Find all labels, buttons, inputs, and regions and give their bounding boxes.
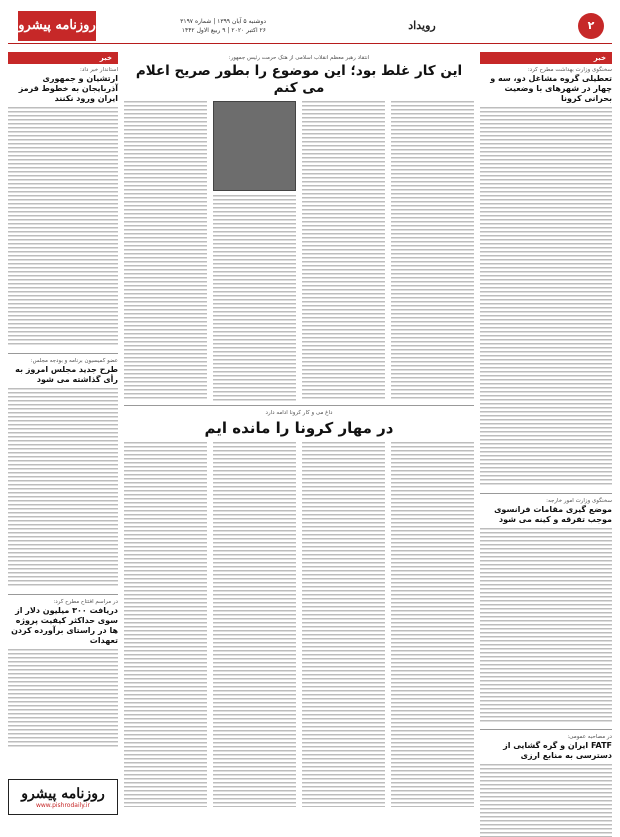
story-headline: موضع گیری مقامات فرانسوی موجب تفرقه و کینه می شود: [494, 505, 612, 524]
story-headline: ارتشیان و جمهوری آذربایجان به خطوط قرمز ایران ورود نکنند: [18, 74, 118, 103]
lead-photo: [213, 101, 296, 191]
divider: [480, 493, 612, 494]
story-headline: طرح جدید مجلس امروز به رأی گذاشته می شود: [15, 365, 118, 384]
masthead: [8, 8, 612, 44]
story-headline: FATF ایران و گره گشایی از دسترسی به منابع ارزی: [503, 741, 612, 760]
story-coronavirus-closures: [480, 67, 612, 487]
story-kicker: استاندار خبر داد:: [80, 67, 118, 73]
story-parliament-plan: [8, 358, 118, 588]
story-kicker: در مراسم افتتاح مطرح کرد:: [53, 599, 118, 605]
lead-body-column: [302, 101, 385, 401]
page-number-badge: ۲: [578, 13, 604, 39]
story-headline: دریافت ۳۰۰ میلیون دلار از سوی حداکثر کیفیت پروژه ها در راستای برآورده کردن تعهدات: [11, 606, 118, 645]
story-body: [8, 107, 118, 347]
lead-body-column: [124, 101, 207, 401]
story-kicker: سخنگوی وزارت امور خارجه:: [546, 498, 612, 504]
second-body: [124, 442, 474, 807]
newspaper-logo: روزنامه پیشرو: [18, 11, 96, 41]
story-fatf: [480, 734, 612, 837]
issue-line-2: ۲۶ اکتبر ۲۰۲۰ | ۹ ربیع الاول ۱۴۴۲: [181, 26, 266, 34]
lead-headline: این کار غلط بود؛ این موضوع را بطور صریح اعلام می کنم: [135, 63, 463, 96]
lead-body-column: [391, 101, 474, 401]
left-column: [8, 52, 118, 827]
lead-body: [124, 101, 474, 401]
issue-info: [96, 17, 266, 35]
second-headline: در مهار کرونا را مانده ایم: [204, 418, 394, 437]
right-column: [480, 52, 612, 827]
story-azerbaijan: [8, 67, 118, 347]
divider: [480, 729, 612, 730]
story-body: [8, 649, 118, 749]
story-kicker: در مصاحبه عمومی:: [567, 734, 612, 740]
divider: [8, 594, 118, 595]
second-kicker: داغ می و کار کرونا ادامه دارد: [265, 409, 333, 416]
divider: [124, 405, 474, 406]
issue-line-1: دوشنبه ۵ آبان ۱۳۹۹ | شماره ۳۱۹۷: [180, 17, 266, 25]
lead-body-text: [213, 195, 296, 401]
story-body: [8, 388, 118, 588]
story-kicker: عضو کمیسیون برنامه و بودجه مجلس:: [30, 358, 118, 364]
lead-section: [124, 52, 474, 827]
story-kicker: سخنگوی وزارت بهداشت مطرح کرد:: [527, 67, 612, 73]
second-body-column: [124, 442, 207, 807]
story-headline: تعطیلی گروه مشاغل دو، سه و چهار در شهرهای با وضعیت بحرانی کرونا: [490, 74, 612, 103]
right-column-header: خبر: [480, 52, 612, 64]
second-body-column: [213, 442, 296, 807]
lead-kicker: انتقاد رهبر معظم انقلاب اسلامی از هتک حرمت رئیس جمهور:: [228, 55, 370, 61]
second-body-column: [391, 442, 474, 807]
footer-logo-name: روزنامه پیشرو: [21, 785, 105, 802]
footer-logo: [8, 779, 118, 815]
story-inauguration: [8, 599, 118, 749]
story-body: [480, 764, 612, 837]
divider: [8, 353, 118, 354]
story-body: [480, 107, 612, 487]
lead-body-column: [213, 101, 296, 401]
footer-website-link[interactable]: www.pishrodaily.ir: [35, 801, 91, 809]
story-body: [480, 528, 612, 723]
story-foreign-ministry: [480, 498, 612, 723]
left-column-header: خبر: [8, 52, 118, 64]
second-body-column: [302, 442, 385, 807]
section-title: رویداد: [408, 19, 436, 32]
